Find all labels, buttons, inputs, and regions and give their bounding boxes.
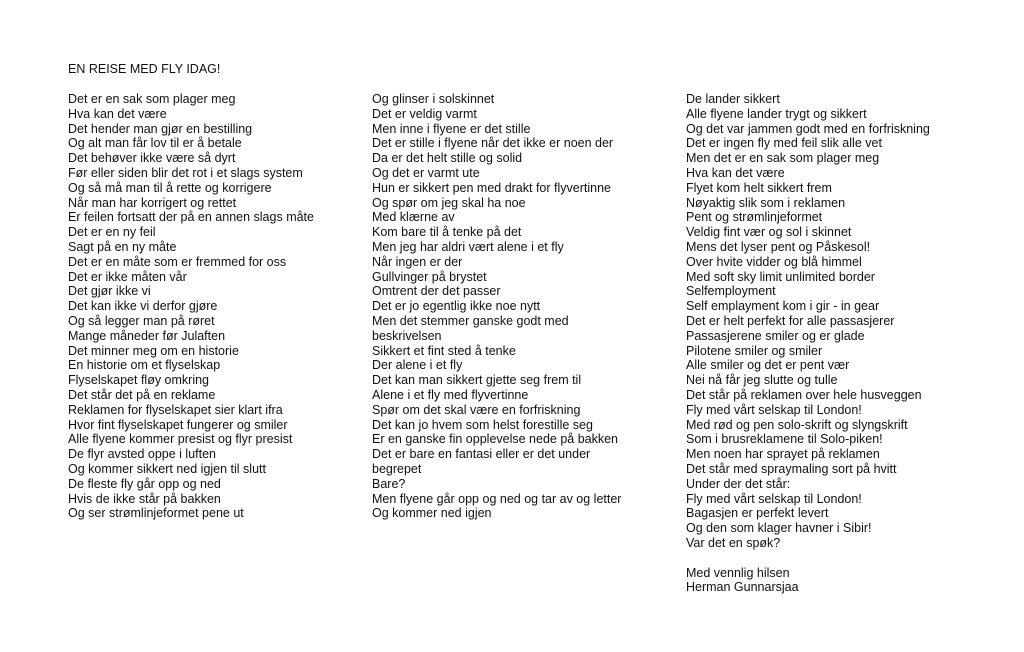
poem-line: Mange måneder før Julaften xyxy=(68,328,226,343)
poem-line: Omtrent der det passer xyxy=(372,284,501,299)
poem-line: De lander sikkert xyxy=(686,92,780,106)
poem-line: Alle flyene lander trygt og sikkert xyxy=(686,106,867,121)
poem-line: Men jeg har aldri vært alene i et fly xyxy=(372,239,564,254)
poem-line: Det behøver ikke være så dyrt xyxy=(68,151,236,166)
poem-line: Det er bare en fantasi eller er det under xyxy=(372,447,591,462)
poem-line: Under der det står: xyxy=(686,476,791,491)
poem-column-2 xyxy=(372,92,621,521)
poem-line: Det kan jo hvem som helst forestille seg xyxy=(372,417,593,432)
poem-line: Det er ikke måten vår xyxy=(68,269,187,284)
signature-greeting: Med vennlig hilsen xyxy=(686,565,790,580)
poem-line: Var det en spøk? xyxy=(686,535,781,550)
poem-line: Kom bare til å tenke på det xyxy=(372,225,522,240)
poem-title: EN REISE MED FLY IDAG! xyxy=(68,62,221,76)
poem-line: Det er helt perfekt for alle passasjerer xyxy=(686,313,895,328)
poem-line: Det er en ny feil xyxy=(68,225,156,240)
poem-line: Det gjør ikke vi xyxy=(68,284,151,299)
poem-line: Og det er varmt ute xyxy=(372,165,480,180)
poem-line: Det hender man gjør en bestilling xyxy=(68,121,253,136)
poem-line: Det er veldig varmt xyxy=(372,106,477,121)
poem-line: begrepet xyxy=(372,461,422,476)
poem-line: Flyet kom helt sikkert frem xyxy=(686,180,832,195)
poem-line: Alene i et fly med flyvertinne xyxy=(372,387,529,402)
poem-line: Selfemployment xyxy=(686,284,776,299)
poem-line: Fly med vårt selskap til London! xyxy=(686,402,862,417)
poem-column-3 xyxy=(686,92,930,595)
spacer xyxy=(686,551,930,566)
poem-line: Er feilen fortsatt der på en annen slags måte xyxy=(68,210,314,225)
poem-line: Når man har korrigert og rettet xyxy=(68,195,237,210)
poem-line: Når ingen er der xyxy=(372,254,463,269)
poem-line: Men inne i flyene er det stille xyxy=(372,121,531,136)
poem-line: Bagasjen er perfekt levert xyxy=(686,506,829,521)
poem-line: Det er jo egentlig ikke noe nytt xyxy=(372,299,541,314)
poem-line: Sagt på en ny måte xyxy=(68,239,177,254)
poem-line: Og glinser i solskinnet xyxy=(372,92,495,106)
poem-line: Nei nå får jeg slutte og tulle xyxy=(686,373,838,388)
poem-line: Det er en sak som plager meg xyxy=(68,92,236,106)
poem-line: Hva kan det være xyxy=(68,106,167,121)
poem-line: Med klærne av xyxy=(372,210,455,225)
poem-line: Over hvite vidder og blå himmel xyxy=(686,254,862,269)
poem-line: Det står det på en reklame xyxy=(68,387,216,402)
poem-line: Hun er sikkert pen med drakt for flyvertinne xyxy=(372,180,611,195)
poem-line: Men flyene går opp og ned og tar av og letter xyxy=(372,491,622,506)
poem-line: Hvor fint flyselskapet fungerer og smiler xyxy=(68,417,288,432)
poem-line: Og så legger man på røret xyxy=(68,313,215,328)
poem-line: Og kommer ned igjen xyxy=(372,506,492,521)
poem-line: beskrivelsen xyxy=(372,328,442,343)
poem-line: Det minner meg om en historie xyxy=(68,343,239,358)
poem-column-1 xyxy=(68,92,314,521)
poem-line: Passasjerene smiler og er glade xyxy=(686,328,865,343)
poem-line: Og ser strømlinjeformet pene ut xyxy=(68,506,244,521)
poem-line: Alle flyene kommer presist og flyr presist xyxy=(68,432,293,447)
poem-line: Det er ingen fly med feil slik alle vet xyxy=(686,136,882,151)
poem-line: De flyr avsted oppe i luften xyxy=(68,447,216,462)
poem-line: Er en ganske fin opplevelse nede på bakken xyxy=(372,432,619,447)
poem-line: Men noen har sprayet på reklamen xyxy=(686,447,880,462)
poem-line: Med soft sky limit unlimited border xyxy=(686,269,875,284)
poem-line: Og kommer sikkert ned igjen til slutt xyxy=(68,461,266,476)
poem-line: Veldig fint vær og sol i skinnet xyxy=(686,225,852,240)
poem-line: Som i brusreklamene til Solo-piken! xyxy=(686,432,883,447)
poem-line: De fleste fly går opp og ned xyxy=(68,476,221,491)
poem-line: Det står med spraymaling sort på hvitt xyxy=(686,461,897,476)
poem-line: Med rød og pen solo-skrift og slyngskrift xyxy=(686,417,908,432)
poem-line: Det står på reklamen over hele husveggen xyxy=(686,387,922,402)
poem-line: Pilotene smiler og smiler xyxy=(686,343,823,358)
poem-line: Hva kan det være xyxy=(686,165,785,180)
poem-line: En historie om et flyselskap xyxy=(68,358,221,373)
poem-line: Der alene i et fly xyxy=(372,358,463,373)
poem-line: Det er stille i flyene når det ikke er noen der xyxy=(372,136,614,151)
poem-line: Og spør om jeg skal ha noe xyxy=(372,195,526,210)
poem-line: Og den som klager havner i Sibir! xyxy=(686,521,872,536)
poem-line: Flyselskapet fløy omkring xyxy=(68,373,210,388)
poem-line: Og så må man til å rette og korrigere xyxy=(68,180,272,195)
poem-line: Self emplayment kom i gir - in gear xyxy=(686,299,880,314)
poem-line: Sikkert et fint sted å tenke xyxy=(372,343,516,358)
poem-line: Mens det lyser pent og Påskesol! xyxy=(686,239,871,254)
poem-line: Før eller siden blir det rot i et slags system xyxy=(68,165,303,180)
poem-line: Reklamen for flyselskapet sier klart ifra xyxy=(68,402,283,417)
poem-line: Fly med vårt selskap til London! xyxy=(686,491,862,506)
poem-line: Men det stemmer ganske godt med xyxy=(372,313,569,328)
poem-line: Spør om det skal være en forfriskning xyxy=(372,402,581,417)
poem-line: Pent og strømlinjeformet xyxy=(686,210,823,225)
poem-line: Det er en måte som er fremmed for oss xyxy=(68,254,287,269)
poem-line: Nøyaktig slik som i reklamen xyxy=(686,195,846,210)
poem-line: Det kan ikke vi derfor gjøre xyxy=(68,299,218,314)
poem-line: Alle smiler og det er pent vær xyxy=(686,358,850,373)
poem-line: Hvis de ikke står på bakken xyxy=(68,491,221,506)
poem-line: Det kan man sikkert gjette seg frem til xyxy=(372,373,582,388)
poem-line: Men det er en sak som plager meg xyxy=(686,151,880,166)
poem-line: Bare? xyxy=(372,476,406,491)
poem-line: Og det var jammen godt med en forfriskning xyxy=(686,121,930,136)
poem-line: Og alt man får lov til er å betale xyxy=(68,136,242,151)
poem-line: Gullvinger på brystet xyxy=(372,269,487,284)
signature-name: Herman Gunnarsjaa xyxy=(686,580,799,595)
poem-line: Da er det helt stille og solid xyxy=(372,151,523,166)
